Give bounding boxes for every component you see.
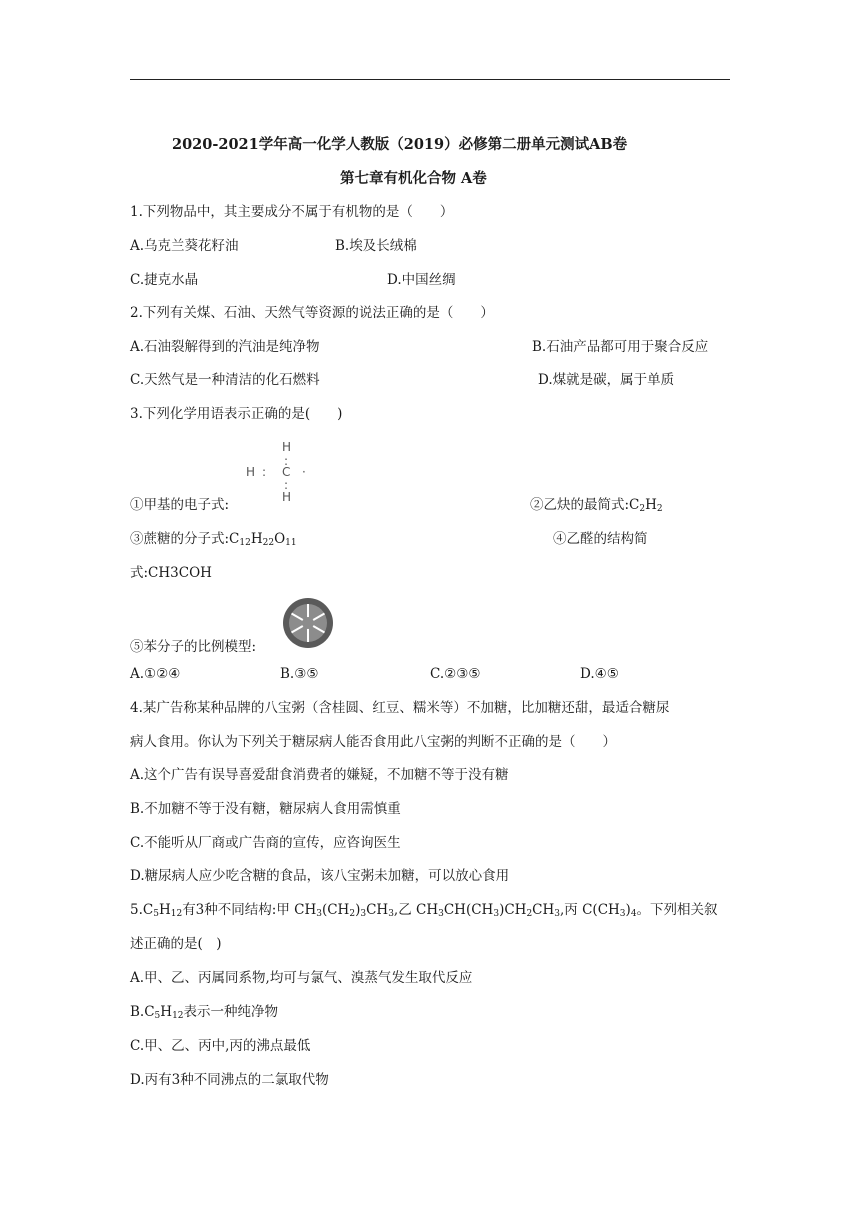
q3-option-d: D.④⑤ <box>580 666 619 682</box>
q1-option-a: A.乌克兰葵花籽油 <box>130 238 239 254</box>
q1-stem: 1.下列物品中，其主要成分不属于有机物的是（ ） <box>130 204 454 220</box>
q5-stem-line2: 述正确的是( ) <box>130 936 222 952</box>
q3-option-b: B.③⑤ <box>280 666 319 682</box>
q3-item-5: ⑤苯分子的比例模型: <box>130 639 257 655</box>
q1-option-d: D.中国丝绸 <box>387 272 456 288</box>
lewis-dot-bottom: : <box>284 478 289 492</box>
q3-item-1: ①甲基的电子式: <box>130 497 230 513</box>
page-subtitle: 第七章有机化合物 A卷 <box>340 170 487 187</box>
q1-option-c: C.捷克水晶 <box>130 272 199 288</box>
q4-stem-line2: 病人食用。你认为下列关于糖尿病人能否食用此八宝粥的判断不正确的是（ ） <box>130 734 616 750</box>
lewis-h-top: H <box>282 440 292 454</box>
q2-option-d: D.煤就是碳，属于单质 <box>538 372 675 388</box>
benzene-space-filling-model <box>281 597 335 649</box>
lewis-dot-top: : <box>284 454 289 468</box>
q4-stem-line1: 4.某广告称某种品牌的八宝粥（含桂圆、红豆、糯米等）不加糖，比加糖还甜，最适合糖尿 <box>130 700 670 716</box>
q3-item-3: ③蔗糖的分子式$:C_{12}H_{22}O_{11}$ <box>130 531 297 548</box>
q5-stem-line1: $5.C_5H_{12}$有3种不同结构:甲 $CH_3(CH_2)_3CH_3$,乙 $CH_3CH(CH_3)CH_2CH_3$,丙 $C(CH_3)_4$。下列相关叙 <box>130 902 718 919</box>
header-rule <box>130 79 730 80</box>
q2-option-c: C.天然气是一种清洁的化石燃料 <box>130 372 320 388</box>
q4-option-d: D.糖尿病人应少吃含糖的食品，该八宝粥未加糖，可以放心食用 <box>130 868 510 884</box>
lewis-c-center: C <box>282 465 291 479</box>
q1-option-b: B.埃及长绒棉 <box>335 238 417 254</box>
lewis-dot-left: : <box>262 465 267 479</box>
lewis-h-left: H <box>246 465 256 479</box>
q5-option-b: $B.C_5H_{12}$表示一种纯净物 <box>130 1004 279 1021</box>
q3-option-a: A.①②④ <box>130 666 181 682</box>
q3-option-c: C.②③⑤ <box>430 666 481 682</box>
q5-option-c: C.甲、乙、丙中,丙的沸点最低 <box>130 1038 311 1054</box>
q2-stem: 2.下列有关煤、石油、天然气等资源的说法正确的是（ ） <box>130 305 494 321</box>
q2-option-b: B.石油产品都可用于聚合反应 <box>532 339 709 355</box>
q3-item-4b: 式:CH3COH <box>130 565 212 581</box>
q4-option-b: B.不加糖不等于没有糖，糖尿病人食用需慎重 <box>130 801 401 817</box>
page-title: 2020-2021学年高一化学人教版（2019）必修第二册单元测试AB卷 <box>172 136 628 153</box>
lewis-dot-right: · <box>302 465 306 479</box>
q4-option-c: C.不能听从厂商或广告商的宣传，应咨询医生 <box>130 835 401 851</box>
q2-option-a: A.石油裂解得到的汽油是纯净物 <box>130 339 320 355</box>
methyl-electron-formula <box>244 440 310 510</box>
q3-item-2: ②乙炔的最简式$:C_2H_2$ <box>530 497 663 514</box>
q3-stem: 3.下列化学用语表示正确的是( ) <box>130 406 343 422</box>
q5-option-a: A.甲、乙、丙属同系物,均可与氯气、溴蒸气发生取代反应 <box>130 970 473 986</box>
q5-option-d: D.丙有3种不同沸点的二氯取代物 <box>130 1072 329 1088</box>
lewis-h-bottom: H <box>282 490 292 504</box>
q4-option-a: A.这个广告有误导喜爱甜食消费者的嫌疑，不加糖不等于没有糖 <box>130 767 509 783</box>
q3-item-4a: ④乙醛的结构简 <box>553 531 648 547</box>
